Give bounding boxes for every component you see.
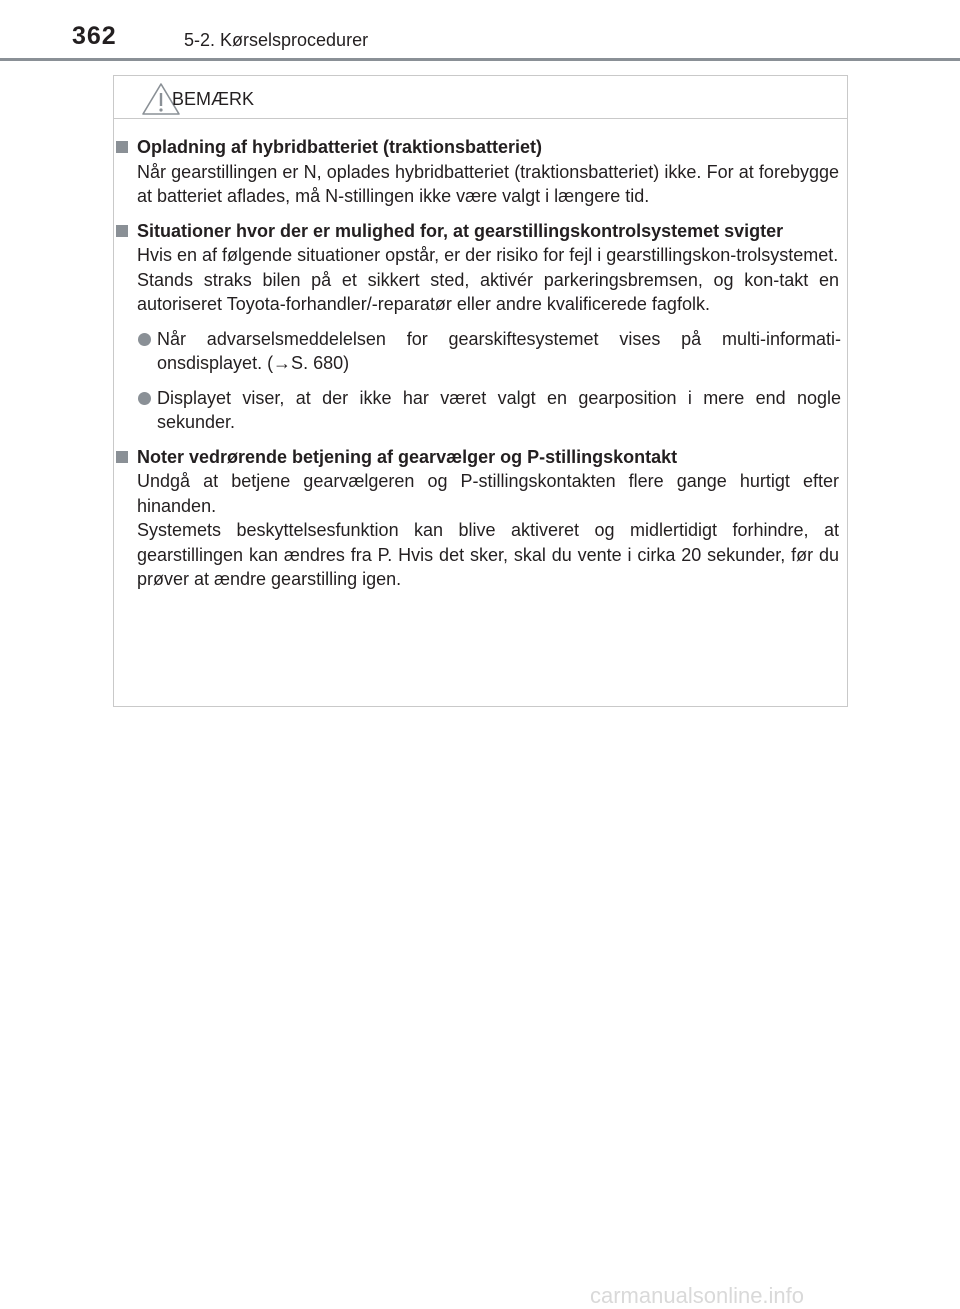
notice-body xyxy=(114,135,849,602)
section-operation-notes xyxy=(114,445,849,592)
section-failure-situations xyxy=(114,219,849,435)
section-heading: Situationer hvor der er mulighed for, at gearstillingskontrolsystemet svigter xyxy=(114,219,849,244)
list-item: Displayet viser, at der ikke har været valgt en gearposition i mere end nogle sekunder. xyxy=(114,386,849,435)
dot-bullet-icon xyxy=(138,392,151,405)
section-title: 5-2. Kørselsprocedurer xyxy=(184,30,369,50)
paragraph: Når gearstillingen er N, oplades hybridbatteriet (traktionsbatteriet) ikke. For at forebygge at batteriet aflades, må N-stillingen ikke være valgt i længere tid. xyxy=(137,161,839,206)
square-bullet-icon xyxy=(116,141,128,153)
notice-box xyxy=(113,75,848,707)
notice-label: BEMÆRK xyxy=(172,89,255,109)
paragraph: Undgå at betjene gearvælgeren og P-stillingskontakten flere gange hurtigt efter hinanden. xyxy=(137,471,839,516)
section-heading: Noter vedrørende betjening af gearvælger og P-stillingskontakt xyxy=(114,445,849,470)
watermark: carmanualsonline.info xyxy=(590,1283,805,1308)
section-charging xyxy=(114,135,849,209)
list-item: Når advarselsmeddelelsen for gearskiftesystemet vises på multi-informati-onsdisplayet. (→S. 680) xyxy=(114,327,849,376)
header-rule xyxy=(0,58,960,61)
section-heading: Opladning af hybridbatteriet (traktionsbatteriet) xyxy=(114,135,849,160)
page-header xyxy=(0,0,960,60)
square-bullet-icon xyxy=(116,451,128,463)
paragraph: Stands straks bilen på et sikkert sted, aktivér parkeringsbremsen, og kon-takt en autoriseret Toyota-forhandler/-reparatør eller andre kvalificerede fagfolk. xyxy=(137,269,839,314)
paragraph: Systemets beskyttelsesfunktion kan blive aktiveret og midlertidigt forhindre, at gearstillingen kan ændres fra P. Hvis det sker, skal du vente i cirka 20 sekunder, før du prøver at ændre gearstilling igen. xyxy=(137,520,839,589)
paragraph: Hvis en af følgende situationer opstår, er der risiko for fejl i gearstillingskon-trolsystemet. xyxy=(137,245,839,265)
page-number: 362 xyxy=(72,22,117,50)
square-bullet-icon xyxy=(116,225,128,237)
notice-header xyxy=(114,76,847,119)
dot-bullet-icon xyxy=(138,333,151,346)
